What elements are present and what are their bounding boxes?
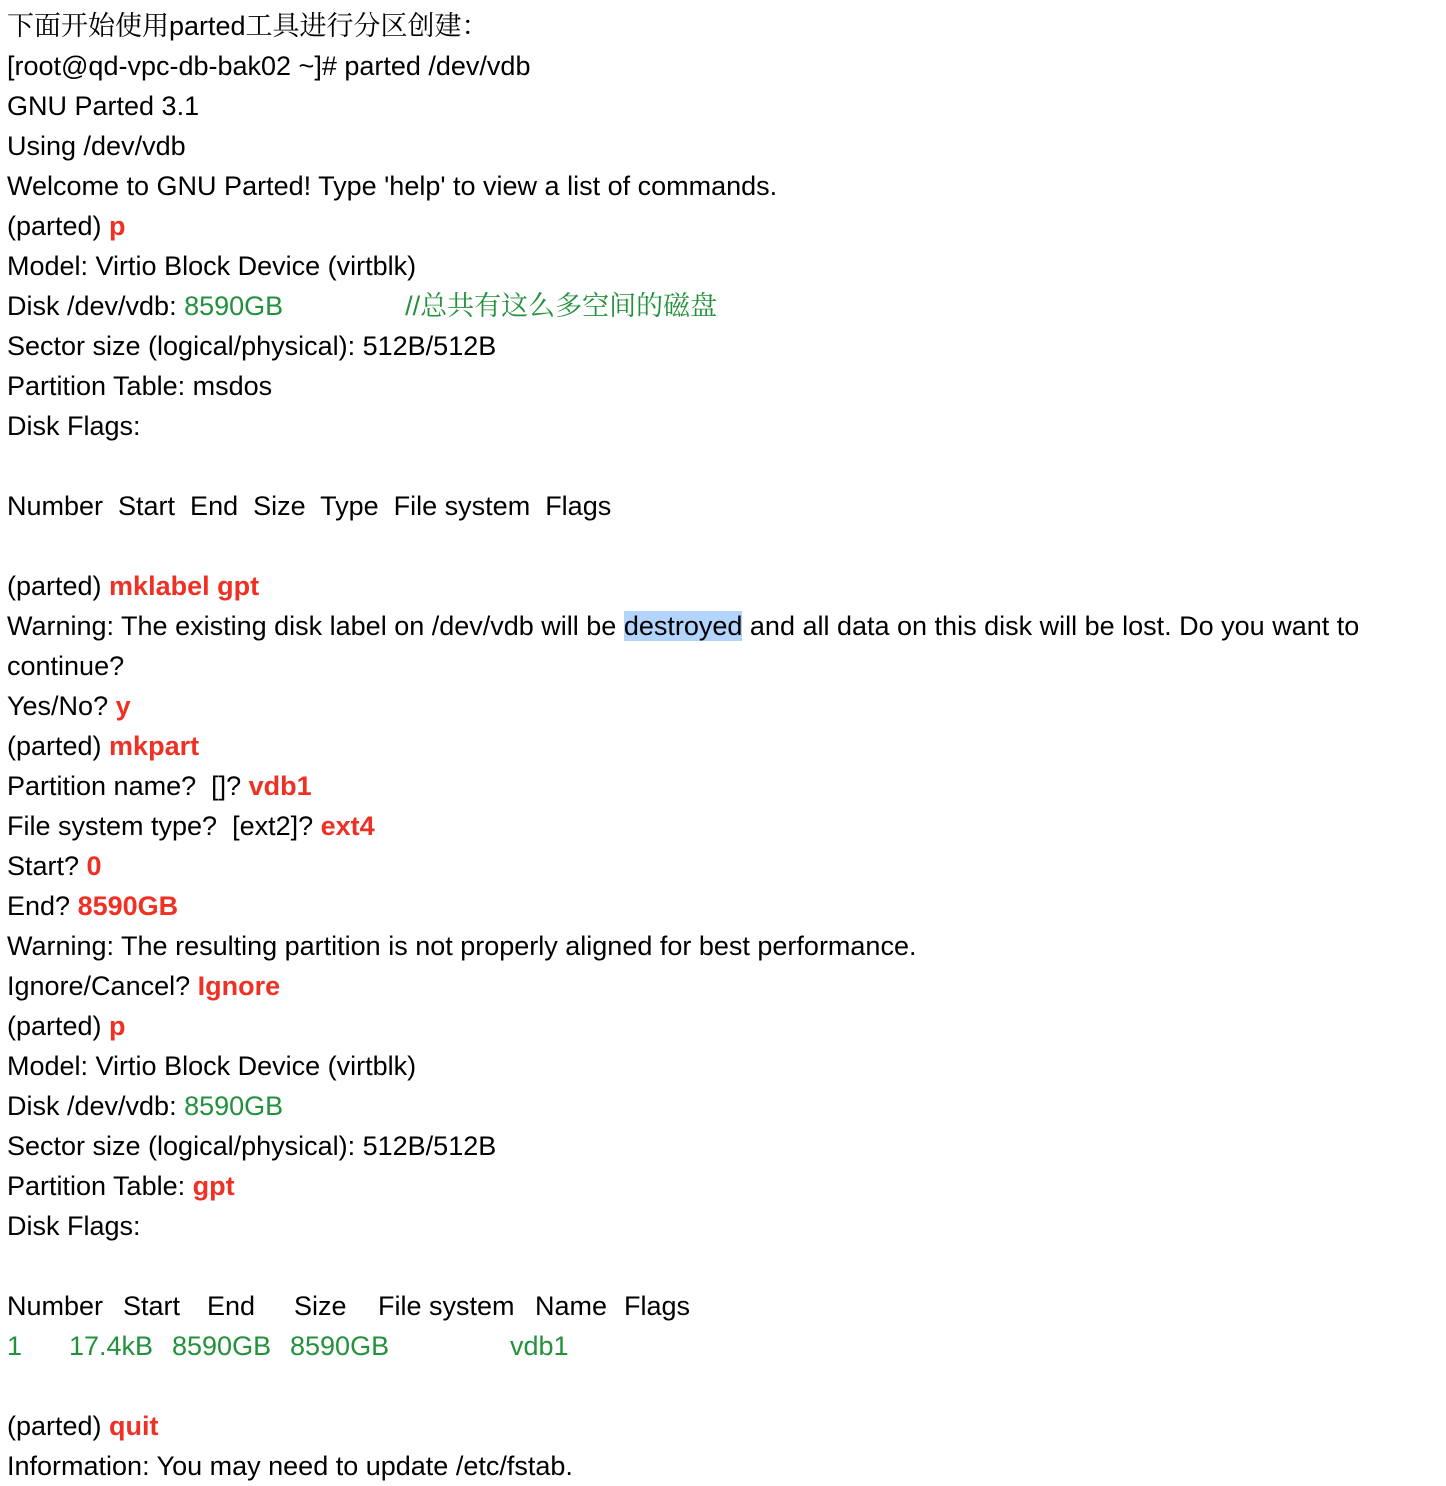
partition-table-header (7, 1286, 1446, 1326)
end-line (7, 886, 1446, 926)
ignore-answer: Ignore (197, 971, 281, 1001)
blank-line (7, 1246, 1446, 1286)
disk-size: 8590GB (184, 291, 284, 321)
yes-no-question: Yes/No? (7, 691, 116, 721)
col-end: End (207, 1291, 256, 1321)
disk-label: Disk /dev/vdb: (7, 291, 185, 321)
welcome-line: Welcome to GNU Parted! Type 'help' to view a list of commands. (7, 171, 778, 201)
blank-line (7, 446, 1446, 486)
partition-name-question: Partition name? []? (7, 771, 249, 801)
print-command: p (109, 211, 126, 241)
disk-label: Disk /dev/vdb: (7, 1091, 185, 1121)
disk-flags-line-1: Disk Flags: (7, 411, 141, 441)
fs-type-question: File system type? [ext2]? (7, 811, 321, 841)
partition-table-label: Partition Table: (7, 1171, 193, 1201)
partition-table-line-1: Partition Table: msdos (7, 371, 273, 401)
cell-name: vdb1 (510, 1331, 569, 1361)
selected-text: destroyed (623, 611, 743, 641)
ignore-question: Ignore/Cancel? (7, 971, 198, 1001)
partition-row (7, 1326, 1446, 1366)
parted-prompt: (parted) (7, 731, 110, 761)
sector-line-2: Sector size (logical/physical): 512B/512B (7, 1131, 497, 1161)
fs-type-answer: ext4 (320, 811, 375, 841)
start-question: Start? (7, 851, 87, 881)
parted-prompt: (parted) (7, 1011, 110, 1041)
info-line: Information: You may need to update /etc/fstab. (7, 1451, 573, 1481)
using-line: Using /dev/vdb (7, 131, 186, 161)
end-answer: 8590GB (77, 891, 179, 921)
mklabel-command: mklabel gpt (109, 571, 260, 601)
mkpart-command: mkpart (109, 731, 200, 761)
disk-line-2 (7, 1086, 1446, 1126)
version-line: GNU Parted 3.1 (7, 91, 200, 121)
cell-start: 17.4kB (69, 1331, 154, 1361)
warning-text-after: and all data on this disk will be lost. Do you want to continue? (7, 611, 1360, 681)
disk-size: 8590GB (184, 1091, 284, 1121)
print-command: p (109, 1011, 126, 1041)
parted-prompt: (parted) (7, 211, 110, 241)
sector-line-1: Sector size (logical/physical): 512B/512B (7, 331, 497, 361)
partition-header-1: Number Start End Size Type File system Flags (7, 491, 612, 521)
ignore-line (7, 966, 1446, 1006)
cell-end: 8590GB (172, 1331, 272, 1361)
partition-table-value: gpt (192, 1171, 235, 1201)
mklabel-command-line (7, 566, 1446, 606)
intro-line: 下面开始使用parted工具进行分区创建： (7, 11, 489, 41)
start-line (7, 846, 1446, 886)
parted-prompt: (parted) (7, 1411, 110, 1441)
yes-no-line (7, 686, 1446, 726)
cell-size: 8590GB (290, 1331, 390, 1361)
start-answer: 0 (86, 851, 102, 881)
print-command-line-2 (7, 1006, 1446, 1046)
disk-note: //总共有这么多空间的磁盘 (405, 291, 718, 321)
alignment-warning: Warning: The resulting partition is not properly aligned for best performance. (7, 931, 917, 961)
fs-type-line (7, 806, 1446, 846)
parted-prompt: (parted) (7, 571, 110, 601)
partition-table-line-2 (7, 1166, 1446, 1206)
yes-answer: y (115, 691, 131, 721)
col-size: Size (294, 1291, 347, 1321)
model-line-2: Model: Virtio Block Device (virtblk) (7, 1051, 417, 1081)
warning-text-before: Warning: The existing disk label on /dev/vdb will be (7, 611, 624, 641)
col-number: Number (7, 1291, 104, 1321)
mkpart-command-line (7, 726, 1446, 766)
blank-line (7, 1366, 1446, 1406)
quit-command-line (7, 1406, 1446, 1446)
col-start: Start (123, 1291, 181, 1321)
partition-name-line (7, 766, 1446, 806)
print-command-line-1 (7, 206, 1446, 246)
disk-flags-line-2: Disk Flags: (7, 1211, 141, 1241)
partition-name-answer: vdb1 (248, 771, 312, 801)
cell-number: 1 (7, 1331, 23, 1361)
destroy-warning (7, 606, 1446, 686)
quit-command: quit (109, 1411, 159, 1441)
col-name: Name (535, 1291, 608, 1321)
end-question: End? (7, 891, 78, 921)
col-flags: Flags (624, 1291, 691, 1321)
blank-line (7, 526, 1446, 566)
shell-prompt-line: [root@qd-vpc-db-bak02 ~]# parted /dev/vdb (7, 51, 531, 81)
model-line-1: Model: Virtio Block Device (virtblk) (7, 251, 417, 281)
disk-line-1 (7, 286, 1446, 326)
col-filesystem: File system (378, 1291, 515, 1321)
